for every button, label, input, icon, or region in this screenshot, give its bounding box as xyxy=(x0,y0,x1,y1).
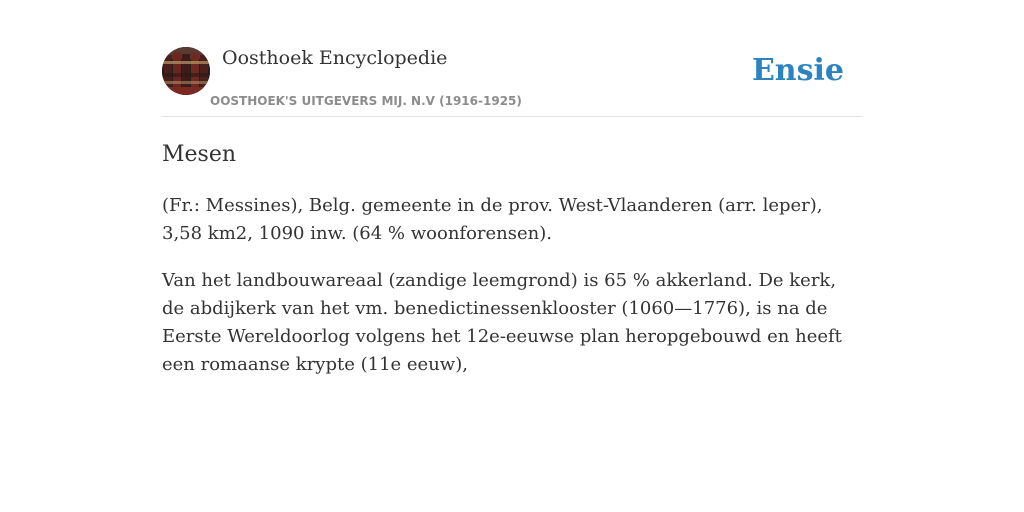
article-paragraph: (Fr.: Messines), Belg. gemeente in de prov. West-Vlaanderen (arr. leper), 3,58 km2, 1090 inw. (64 % woonforensen). xyxy=(162,195,823,244)
article-body xyxy=(162,192,862,398)
article-paragraph: Van het landbouwareaal (zandige leemgrond) is 65 % akkerland. De kerk, de abdijkerk van het vm. benedictinessenklooster (1060—1776), is na de Eerste Wereldoorlog volgens het 12e-eeuwse plan heropgebouwd en heeft een romaanse krypte (11e eeuw), xyxy=(162,270,842,375)
site-name[interactable]: Oosthoek Encyclopedie xyxy=(222,47,448,69)
brand-logo-link[interactable]: Ensie xyxy=(751,53,844,88)
header xyxy=(162,46,862,117)
article-title: Mesen xyxy=(162,142,237,167)
publisher-label: OOSTHOEK'S UITGEVERS MIJ. N.V (1916-1925) xyxy=(210,94,522,108)
book-spines-icon[interactable] xyxy=(162,47,210,95)
